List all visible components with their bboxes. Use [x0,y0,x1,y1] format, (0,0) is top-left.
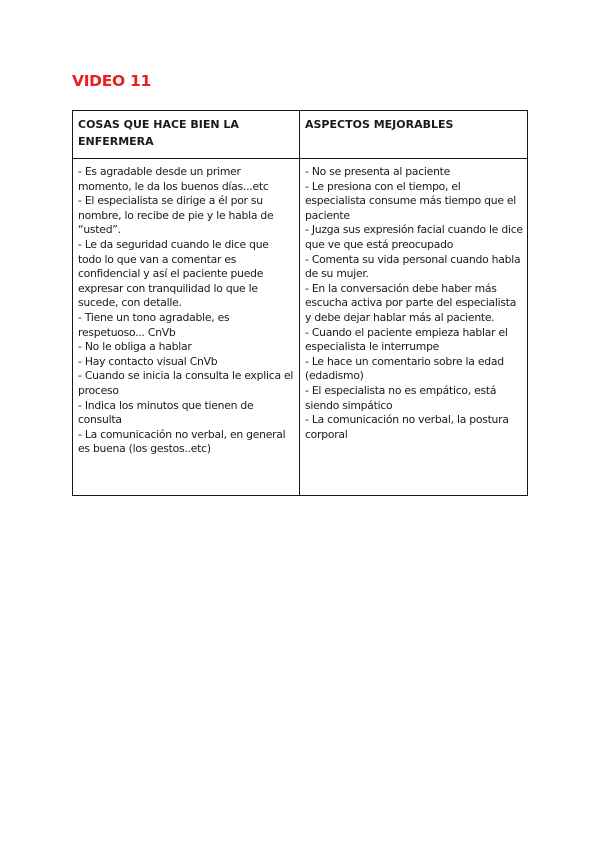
table-header-row [73,111,528,159]
table-row [73,159,528,496]
list-item: - Le hace un comentario sobre la edad (edadismo) [305,354,504,383]
list-item: - Indica los minutos que tienen de consulta [78,398,254,427]
header-improvements: ASPECTOS MEJORABLES [300,111,528,159]
list-item: - Le da seguridad cuando le dice que todo lo que van a comentar es confidencial y así el paciente puede expresar con tranquilidad lo que le sucede, con detalle. [78,237,269,310]
list-item: - Cuando el paciente empieza hablar el especialista le interrumpe [305,325,508,354]
list-item: - Es agradable desde un primer momento, le da los buenos días...etc [78,165,269,193]
list-item: - No se presenta al paciente [305,165,451,178]
list-item: - La comunicación no verbal, la postura corporal [305,413,509,441]
list-item: - Comenta su vida personal cuando habla de su mujer. [305,252,521,281]
header-good-things: COSAS QUE HACE BIEN LA ENFERMERA [73,111,300,159]
list-item: - Hay contacto visual CnVb [78,354,218,368]
list-item: - El especialista se dirige a él por su nombre, lo recibe de pie y le habla de “usted”. [78,194,274,237]
list-item: - No le obliga a hablar [78,340,192,354]
list-item: - Tiene un tono agradable, es respetuoso... CnVb [78,310,230,339]
good-things-cell [73,159,300,496]
page-title: VIDEO 11 [72,72,151,90]
list-item: - Le presiona con el tiempo, el especialista consume más tiempo que el paciente [305,179,517,222]
list-item: - Juzga sus expresión facial cuando le dice que ve que está preocupado [305,223,523,251]
improvements-cell [300,159,528,496]
list-item: - La comunicación no verbal, en general es buena (los gestos..etc) [78,427,286,456]
evaluation-table [72,110,528,496]
list-item: - Cuando se inicia la consulta le explica el proceso [78,369,294,397]
list-item: - En la conversación debe haber más escucha activa por parte del especialista y debe dejar hablar más al paciente. [305,281,517,324]
list-item: - El especialista no es empático, está siendo simpático [305,383,497,412]
